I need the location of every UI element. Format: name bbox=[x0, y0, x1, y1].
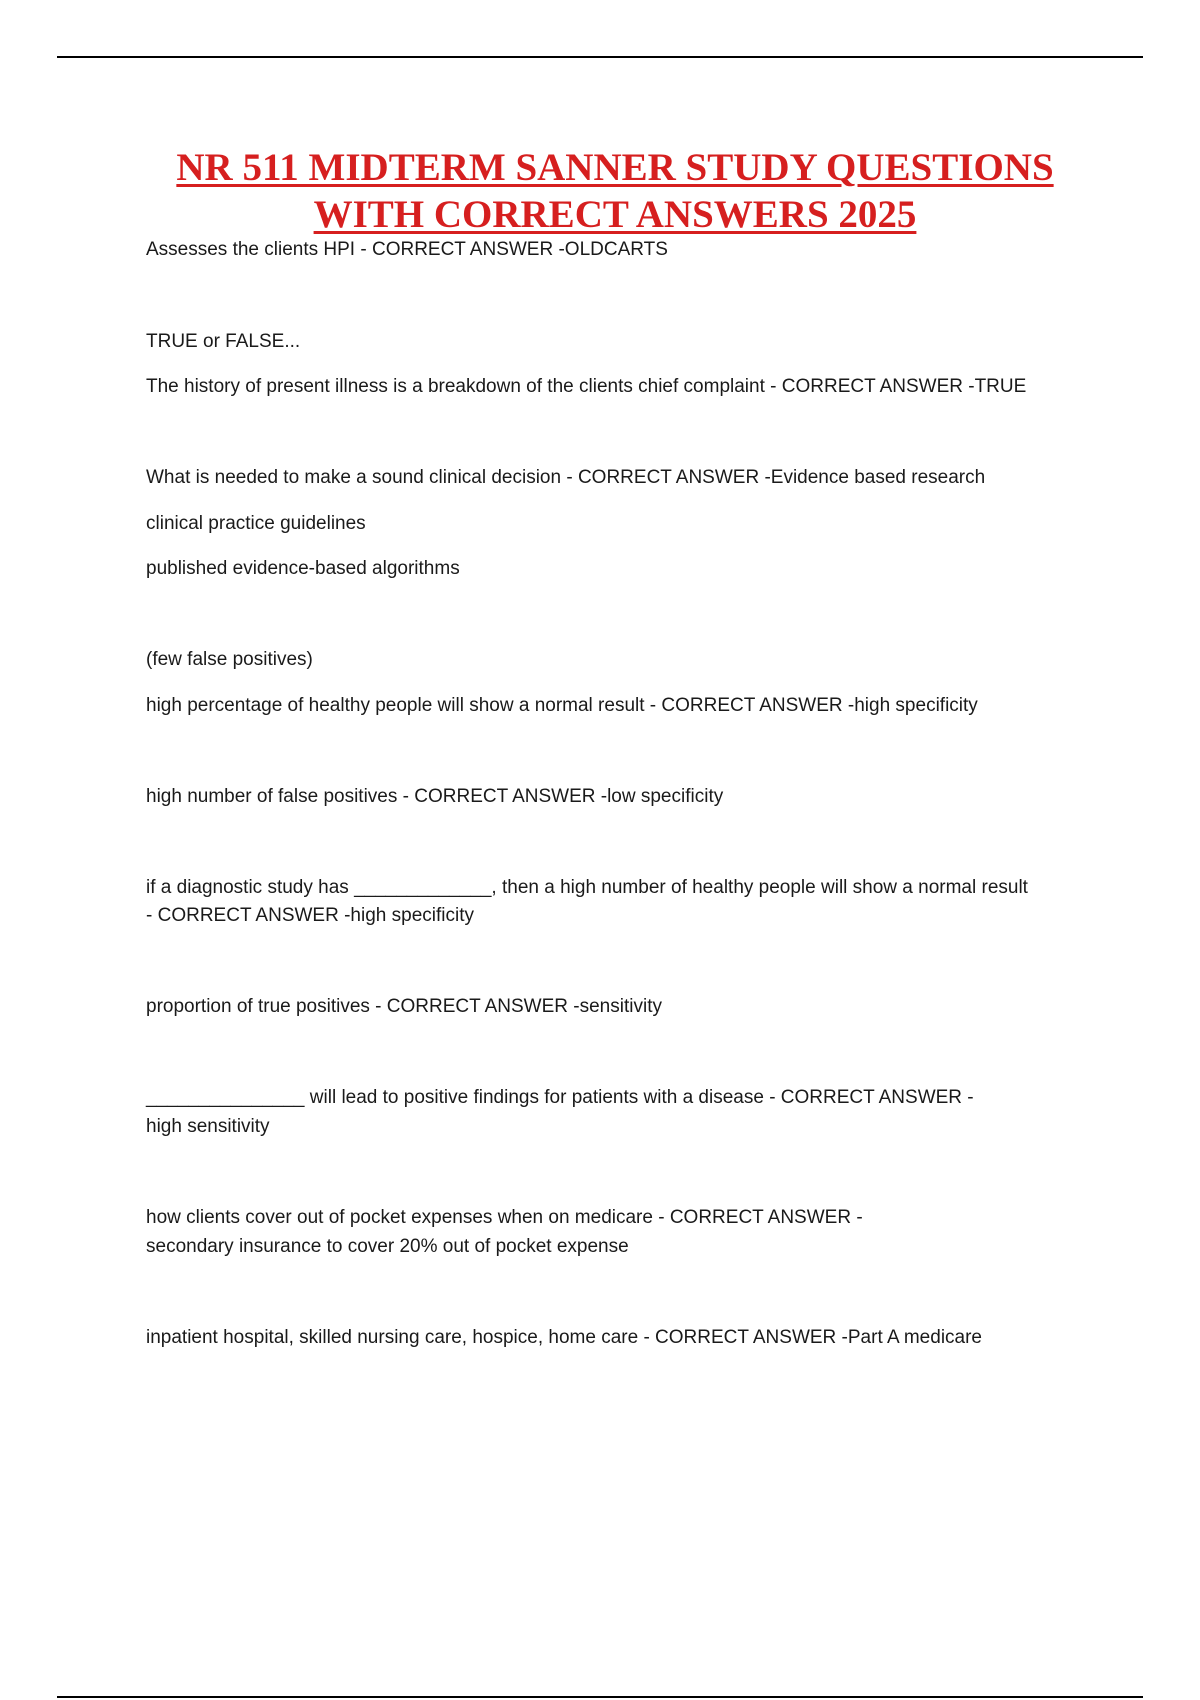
text-line: TRUE or FALSE... bbox=[146, 331, 301, 352]
text-line: (few false positives) bbox=[146, 649, 313, 670]
text-line: _______________ will lead to positive findings for patients with a disease - CORRECT ANSWER - bbox=[146, 1087, 974, 1108]
text-line: published evidence-based algorithms bbox=[146, 558, 460, 579]
title-line-2: WITH CORRECT ANSWERS 2025 bbox=[313, 193, 917, 236]
text-line: What is needed to make a sound clinical decision - CORRECT ANSWER -Evidence based research bbox=[146, 467, 986, 488]
text-line: high percentage of healthy people will show a normal result - CORRECT ANSWER -high specificity bbox=[146, 695, 978, 716]
footer-rule bbox=[57, 1696, 1143, 1698]
text-line: high sensitivity bbox=[146, 1116, 270, 1137]
text-line: clinical practice guidelines bbox=[146, 513, 366, 534]
text-line: if a diagnostic study has _____________, then a high number of healthy people will show a normal result bbox=[146, 877, 1028, 898]
text-line: high number of false positives - CORRECT ANSWER -low specificity bbox=[146, 786, 724, 807]
text-line: proportion of true positives - CORRECT ANSWER -sensitivity bbox=[146, 996, 662, 1017]
header-rule bbox=[57, 56, 1143, 58]
text-line: how clients cover out of pocket expenses when on medicare - CORRECT ANSWER - bbox=[146, 1207, 863, 1228]
text-line: Assesses the clients HPI - CORRECT ANSWER -OLDCARTS bbox=[146, 239, 668, 260]
text-line: inpatient hospital, skilled nursing care, hospice, home care - CORRECT ANSWER -Part A medicare bbox=[146, 1327, 982, 1348]
text-line: The history of present illness is a breakdown of the clients chief complaint - CORRECT ANSWER -TRUE bbox=[146, 376, 1027, 397]
document-title bbox=[120, 144, 1110, 238]
text-line: - CORRECT ANSWER -high specificity bbox=[146, 905, 474, 926]
text-line: secondary insurance to cover 20% out of pocket expense bbox=[146, 1236, 629, 1257]
title-line-1: NR 511 MIDTERM SANNER STUDY QUESTIONS bbox=[176, 146, 1054, 189]
